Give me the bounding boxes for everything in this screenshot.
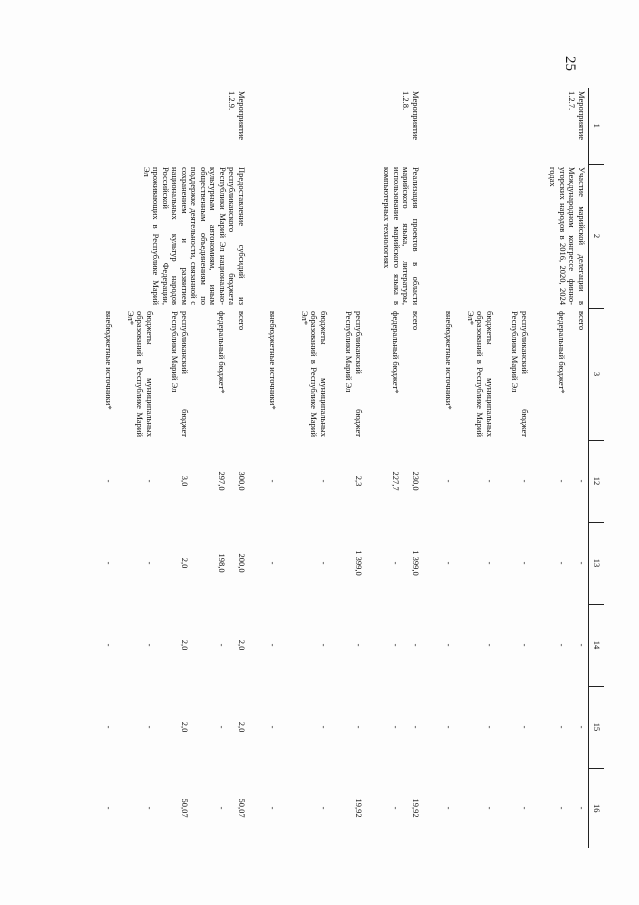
value-col-16: 50,07 (180, 798, 190, 818)
value-col-16: - (268, 806, 278, 810)
measure-number: Мероприятие 1.2.8. (401, 91, 421, 141)
header-row (589, 88, 605, 848)
value-col-13: - (104, 561, 114, 565)
value-col-16: - (557, 806, 567, 810)
funding-source: всего (411, 311, 421, 331)
funding-source: бюджеты муниципальных образований в Республике Марий Эл* (465, 311, 495, 437)
value-col-12: 2,3 (354, 475, 364, 487)
value-col-13: - (577, 561, 587, 565)
value-col-15: - (354, 725, 364, 729)
value-col-14: - (268, 643, 278, 647)
page-number: 25 (562, 56, 578, 71)
value-col-12: - (319, 479, 329, 483)
col-header-15: 15 (589, 686, 605, 768)
value-col-15: - (520, 725, 530, 729)
budget-table (82, 88, 604, 848)
value-col-13: - (557, 561, 567, 565)
measure-description: Предоставление субсидий из республиканского бюджета Республики Марий Эл национально-культурным автономиям, иным общественным объединениям по поддержке деятельности, связанной с сохранением и развитием национальных культур народов Российской Федерации, проживающих в Республике Марий Эл (141, 167, 247, 305)
value-col-16: - (577, 806, 587, 810)
value-col-12-cell (82, 440, 248, 522)
col-header-2: 2 (589, 164, 605, 308)
value-col-16: - (520, 806, 530, 810)
funding-source: бюджеты муниципальных образований в Республике Марий Эл* (299, 311, 329, 437)
rotated-page-content (104, 88, 604, 848)
funding-source: федеральный бюджет* (217, 311, 227, 394)
table-row (422, 88, 589, 848)
measure-description: Реализация проектов в области марийского языка, литературы, использование марийского языка в компьютерных технологиях (382, 167, 421, 305)
value-col-15: - (391, 725, 401, 729)
value-col-13-cell (82, 522, 248, 604)
value-col-12: - (145, 479, 155, 483)
value-col-12: 3,0 (180, 475, 190, 487)
value-col-14: 2,0 (237, 639, 247, 651)
measure-number: Мероприятие 1.2.9. (227, 91, 247, 141)
value-col-14: 2,0 (180, 639, 190, 651)
value-col-15: - (217, 725, 227, 729)
value-col-16: - (444, 806, 454, 810)
value-col-14: - (319, 643, 329, 647)
value-col-13: 1 399,0 (354, 550, 364, 576)
value-col-12: - (520, 479, 530, 483)
measure-number: Мероприятие 1.2.7. (567, 91, 587, 141)
funding-source: республиканский бюджет Республики Марий Эл (344, 311, 364, 437)
value-col-14: - (354, 643, 364, 647)
value-col-15: - (145, 725, 155, 729)
value-col-15: - (444, 725, 454, 729)
value-col-13: - (391, 561, 401, 565)
value-col-16: 19,92 (354, 798, 364, 818)
value-col-15: - (485, 725, 495, 729)
value-col-13: - (444, 561, 454, 565)
value-col-16: - (104, 806, 114, 810)
value-col-16: - (485, 806, 495, 810)
value-col-16: - (217, 806, 227, 810)
funding-source: республиканский бюджет Республики Марий Эл (510, 311, 530, 437)
table-row (82, 88, 248, 848)
table-body (82, 88, 589, 848)
value-col-12: - (268, 479, 278, 483)
value-col-13-cell (248, 522, 422, 604)
value-col-14: - (485, 643, 495, 647)
value-col-13: - (268, 561, 278, 565)
value-col-14: - (104, 643, 114, 647)
value-col-13: 1 399,0 (411, 550, 421, 576)
value-col-14: - (577, 643, 587, 647)
value-col-16: - (145, 806, 155, 810)
col-header-14: 14 (589, 604, 605, 686)
value-col-13: - (520, 561, 530, 565)
col-header-13: 13 (589, 522, 605, 604)
col-header-16: 16 (589, 768, 605, 848)
value-col-13: 200,0 (237, 553, 247, 573)
value-col-15: - (319, 725, 329, 729)
value-col-14: - (520, 643, 530, 647)
value-col-14: - (557, 643, 567, 647)
value-col-16-cell (422, 768, 589, 848)
value-col-12: 230,0 (411, 471, 421, 491)
col-header-1: 1 (589, 88, 605, 164)
value-col-14: - (145, 643, 155, 647)
value-col-15: - (411, 725, 421, 729)
funding-source: республиканский бюджет Республики Марий Эл (170, 311, 190, 437)
funding-source: внебюджетные источники* (444, 311, 454, 410)
value-col-15-cell (82, 686, 248, 768)
value-col-12: - (577, 479, 587, 483)
col-header-12: 12 (589, 440, 605, 522)
value-col-13: - (145, 561, 155, 565)
funding-source-cell (82, 308, 248, 440)
value-col-16: - (319, 806, 329, 810)
value-col-12: 227,7 (391, 471, 401, 491)
value-col-15: 2,0 (180, 721, 190, 733)
value-col-16-cell (248, 768, 422, 848)
value-col-13-cell (422, 522, 589, 604)
value-col-12-cell (248, 440, 422, 522)
value-col-13: 2,0 (180, 557, 190, 569)
value-col-15: - (104, 725, 114, 729)
value-col-12: 297,0 (217, 471, 227, 491)
value-col-12: 300,0 (237, 471, 247, 491)
value-col-13: 198,0 (217, 553, 227, 573)
funding-source: бюджеты муниципальных образований в Республике Марий Эл* (125, 311, 155, 437)
value-col-12: - (485, 479, 495, 483)
value-col-14: - (217, 643, 227, 647)
value-col-15: - (577, 725, 587, 729)
funding-source-cell (422, 308, 589, 440)
value-col-15: - (557, 725, 567, 729)
value-col-14: - (411, 643, 421, 647)
col-header-3: 3 (589, 308, 605, 440)
value-col-15: 2,0 (237, 721, 247, 733)
value-col-14-cell (248, 604, 422, 686)
funding-source: федеральный бюджет* (391, 311, 401, 394)
value-col-13: - (485, 561, 495, 565)
value-col-14-cell (82, 604, 248, 686)
funding-source: всего (577, 311, 587, 331)
funding-source: федеральный бюджет* (557, 311, 567, 394)
value-col-16-cell (82, 768, 248, 848)
funding-source: всего (237, 311, 247, 331)
value-col-12-cell (422, 440, 589, 522)
value-col-16: - (391, 806, 401, 810)
funding-source: внебюджетные источники* (104, 311, 114, 410)
table-row (248, 88, 422, 848)
value-col-15-cell (422, 686, 589, 768)
value-col-12: - (444, 479, 454, 483)
value-col-16: 19,92 (411, 798, 421, 818)
measure-description: Участие марийской делегации в Международном конгрессе финно-угорских народов в 2016, 2020, 2024 годах (548, 167, 587, 305)
value-col-15-cell (248, 686, 422, 768)
value-col-13: - (319, 561, 329, 565)
funding-source-cell (248, 308, 422, 440)
value-col-15: - (268, 725, 278, 729)
value-col-14: - (391, 643, 401, 647)
value-col-12: - (557, 479, 567, 483)
value-col-14-cell (422, 604, 589, 686)
value-col-12: - (104, 479, 114, 483)
funding-source: внебюджетные источники* (268, 311, 278, 410)
value-col-14: - (444, 643, 454, 647)
value-col-16: 50,07 (237, 798, 247, 818)
